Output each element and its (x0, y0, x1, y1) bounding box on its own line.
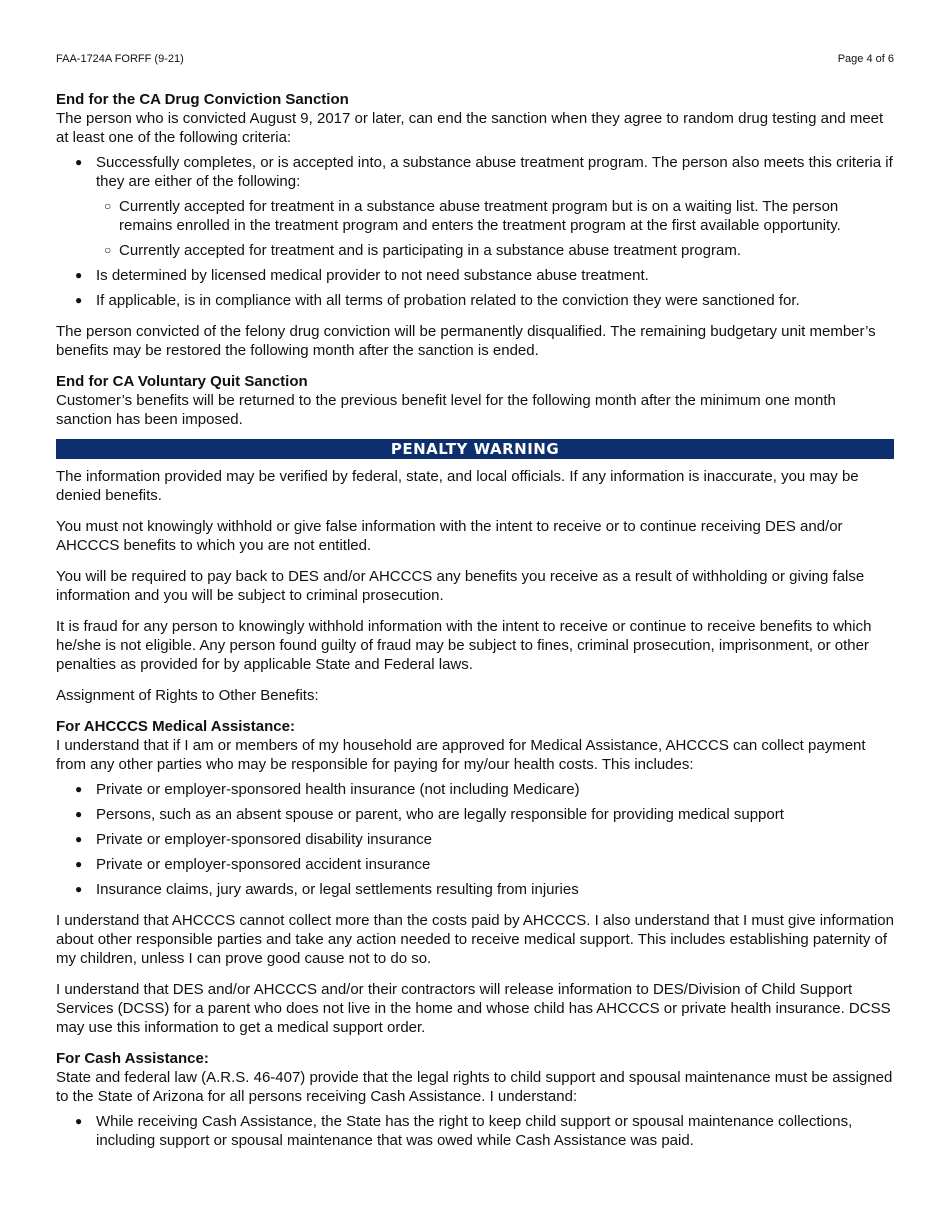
circle-bullet-icon: ○ (104, 199, 112, 213)
payer-text: Private or employer-sponsored accident insurance (96, 856, 431, 873)
bullet-icon: ● (75, 155, 83, 169)
payer-text: Insurance claims, jury awards, or legal settlements resulting from injuries (96, 881, 579, 898)
ahcccs-heading: For AHCCCS Medical Assistance: (56, 718, 295, 735)
cash-intro: State and federal law (A.R.S. 46-407) provide that the legal rights to child support and spousal maintenance must be assigned to the State of Arizona for all persons receiving Cash Assistance. I understand: (56, 1069, 893, 1105)
list-item (56, 805, 894, 824)
bullet-icon: ● (75, 882, 83, 896)
list-item (56, 266, 894, 285)
list-item (56, 153, 894, 260)
drug-sanction-closing: The person convicted of the felony drug conviction will be permanently disqualified. The remaining budgetary unit member’s benefits may be restored the following month after the sanction is ended. (56, 323, 876, 359)
ahcccs-paragraph: I understand that AHCCCS cannot collect more than the costs paid by AHCCCS. I also understand that I must give information about other responsible parties and take any action needed to receive medical support. This includes establishing paternity of my children, unless I can prove good cause not to do so. (56, 912, 894, 967)
list-item (56, 291, 894, 310)
bullet-icon: ● (75, 293, 83, 307)
criteria-text: Is determined by licensed medical provider to not need substance abuse treatment. (96, 267, 649, 284)
list-item (96, 241, 894, 260)
penalty-paragraph: The information provided may be verified by federal, state, and local officials. If any information is inaccurate, you may be denied benefits. (56, 468, 859, 504)
drug-sanction-section (56, 90, 894, 360)
criteria-text: Successfully completes, or is accepted into, a substance abuse treatment program. The person also meets this criteria if they are either of the following: (96, 154, 893, 190)
criteria-text: If applicable, is in compliance with all terms of probation related to the conviction they were sanctioned for. (96, 292, 800, 309)
ahcccs-payer-list (56, 780, 894, 899)
voluntary-quit-heading: End for CA Voluntary Quit Sanction (56, 373, 308, 390)
cash-right-text: While receiving Cash Assistance, the State has the right to keep child support or spousal maintenance collections, including support or spousal maintenance that was owed while Cash Assistance was paid. (96, 1113, 853, 1149)
cash-section (56, 1049, 894, 1150)
circle-bullet-icon: ○ (104, 243, 112, 257)
page-header (56, 53, 894, 67)
penalty-warning-banner: PENALTY WARNING (56, 439, 894, 459)
ahcccs-section (56, 717, 894, 1037)
bullet-icon: ● (75, 268, 83, 282)
penalty-paragraph: You must not knowingly withhold or give false information with the intent to receive or to continue receiving DES and/or AHCCCS benefits to which you are not entitled. (56, 518, 843, 554)
voluntary-quit-text: Customer’s benefits will be returned to the previous benefit level for the following month after the minimum one month sanction has been imposed. (56, 392, 836, 428)
list-item (56, 1112, 894, 1150)
list-item (96, 197, 894, 235)
list-item (56, 855, 894, 874)
penalty-paragraph: You will be required to pay back to DES and/or AHCCCS any benefits you receive as a result of withholding or giving false information and you will be subject to criminal prosecution. (56, 568, 865, 604)
drug-sanction-intro: The person who is convicted August 9, 2017 or later, can end the sanction when they agree to random drug testing and meet at least one of the following criteria: (56, 110, 884, 146)
document-body (56, 90, 894, 1162)
payer-text: Private or employer-sponsored disability insurance (96, 831, 432, 848)
drug-criteria-list (56, 153, 894, 310)
bullet-icon: ● (75, 1114, 83, 1128)
bullet-icon: ● (75, 807, 83, 821)
payer-text: Persons, such as an absent spouse or parent, who are legally responsible for providing medical support (96, 806, 784, 823)
sub-criteria-text: Currently accepted for treatment and is participating in a substance abuse treatment program. (119, 242, 741, 259)
assignment-of-rights-label: Assignment of Rights to Other Benefits: (56, 687, 319, 704)
ahcccs-paragraph: I understand that DES and/or AHCCCS and/or their contractors will release information to DES/Division of Child Support Services (DCSS) for a parent who does not live in the home and whose child has AHCCCS or private health insurance. DCSS may use this information to get a medical support order. (56, 981, 891, 1036)
drug-sanction-heading: End for the CA Drug Conviction Sanction (56, 91, 349, 108)
bullet-icon: ● (75, 857, 83, 871)
page-number: Page 4 of 6 (837, 53, 894, 65)
voluntary-quit-section (56, 372, 894, 429)
list-item (56, 780, 894, 799)
bullet-icon: ● (75, 832, 83, 846)
treatment-sublist (96, 197, 894, 260)
cash-rights-list (56, 1112, 894, 1150)
payer-text: Private or employer-sponsored health insurance (not including Medicare) (96, 781, 580, 798)
cash-heading: For Cash Assistance: (56, 1050, 209, 1067)
form-id: FAA-1724A FORFF (9-21) (56, 53, 184, 65)
bullet-icon: ● (75, 782, 83, 796)
ahcccs-intro: I understand that if I am or members of my household are approved for Medical Assistance, AHCCCS can collect payment from any other parties who may be responsible for paying for my/our health costs. This includes: (56, 737, 866, 773)
sub-criteria-text: Currently accepted for treatment in a substance abuse treatment program but is on a waiting list. The person remains enrolled in the treatment program and enters the treatment program at the first available opportunity. (119, 198, 841, 234)
penalty-paragraph: It is fraud for any person to knowingly withhold information with the intent to receive or continue to receive benefits to which he/she is not eligible. Any person found guilty of fraud may be subject to fines, criminal prosecution, imprisonment, or other penalties as provided for by applicable State and Federal laws. (56, 618, 872, 673)
list-item (56, 830, 894, 849)
list-item (56, 880, 894, 899)
